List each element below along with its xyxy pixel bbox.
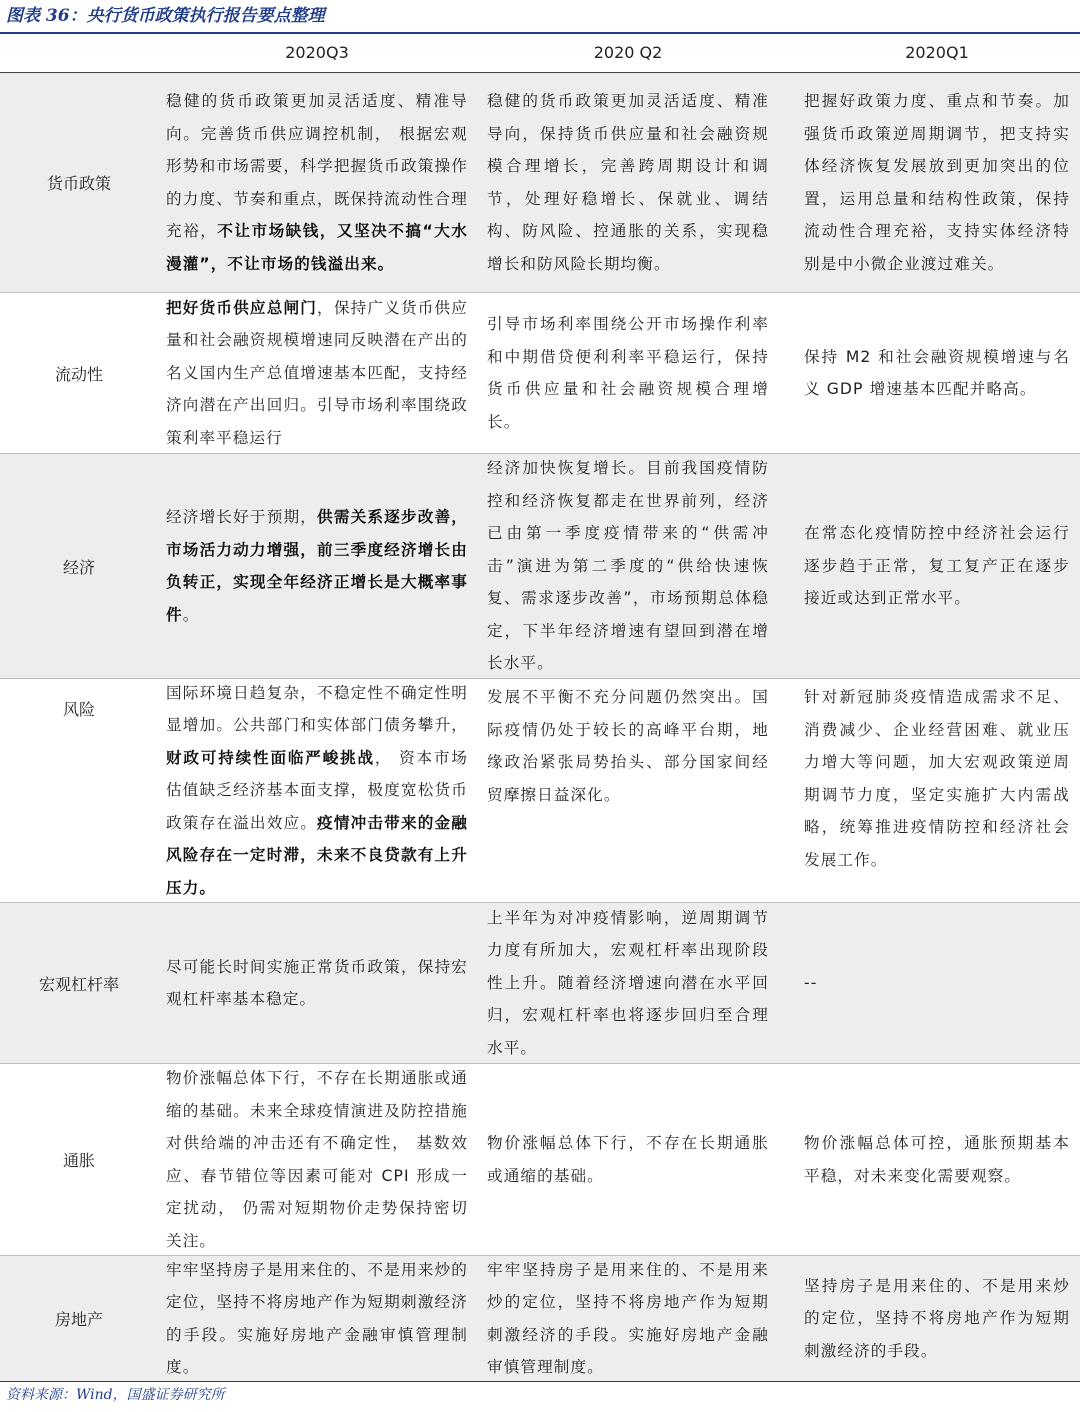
table-row-real-estate — [0, 1256, 1080, 1381]
cell-2020q3 — [166, 679, 468, 902]
col-header-2020q1: 2020Q1 — [905, 43, 969, 62]
cell-text: 引导市场利率围绕公开市场操作利率和中期借贷便利利率平稳运行，保持货币供应量和社会融资规模合理增长。 — [487, 315, 769, 431]
cell-2020q3 — [166, 1064, 468, 1255]
cell-2020q3 — [166, 293, 468, 453]
cell-2020q2 — [487, 903, 769, 1063]
cell-2020q1 — [804, 293, 1070, 453]
cell-text: 尽可能长时间实施正常货币政策，保持宏观杠杆率基本稳定。 — [166, 957, 468, 1008]
cell-text: 上半年为对冲疫情影响，逆周期调节力度有所加大，宏观杠杆率出现阶段性上升。随着经济增速向潜在水平回归，宏观杠杆率也将逐步回归至合理水平。 — [487, 908, 769, 1057]
table-header — [0, 34, 1080, 73]
table-row-risk — [0, 679, 1080, 903]
cell-text-end: 。 — [182, 605, 200, 624]
cell-2020q2 — [487, 1064, 769, 1255]
cell-bold-text: 财政可持续性面临严峻挑战 — [166, 748, 375, 767]
cell-text: 在常态化疫情防控中经济社会运行逐步趋于正常，复工复产正在逐步接近或达到正常水平。 — [804, 524, 1070, 608]
cell-2020q2 — [487, 73, 769, 292]
table-row-macro-leverage — [0, 903, 1080, 1064]
source-note: 资料来源：Wind，国盛证券研究所 — [6, 1387, 225, 1403]
cell-bold-text: 把好货币供应总闸门 — [166, 298, 318, 317]
cell-2020q2 — [487, 454, 769, 678]
cell-text: 物价涨幅总体可控，通胀预期基本平稳，对未来变化需要观察。 — [804, 1134, 1070, 1185]
figure-title: 图表 36：央行货币政策执行报告要点整理 — [6, 6, 325, 26]
cell-2020q1 — [804, 679, 1070, 902]
cell-text: 国际环境日趋复杂，不稳定性不确定性明显增加。公共部门和实体部门债务攀升， — [166, 683, 468, 735]
cell-2020q3 — [166, 73, 468, 292]
row-label: 货币政策 — [46, 174, 111, 193]
cell-bold-text: 供需关系逐步改善，市场活力动力增强，前三季度经济增长由负转正，实现全年经济正增长是大概率事件 — [166, 508, 468, 624]
table-bottom-divider — [0, 1381, 1080, 1382]
row-label: 风险 — [62, 700, 95, 719]
row-label: 宏观杠杆率 — [38, 974, 119, 994]
cell-text: 经济增长好于预期， — [166, 508, 318, 526]
cell-text: 稳健的货币政策更加灵活适度、精准导向，保持货币供应量和社会融资规模合理增长，完善跨周期设计和调节，处理好稳增长、保就业、调结构、防风险、控通胀的关系，实现稳增长和防风险长期均衡。 — [487, 92, 769, 273]
table-row-inflation — [0, 1064, 1080, 1256]
cell-text: 物价涨幅总体下行，不存在长期通胀或通缩的基础。未来全球疫情演进及防控措施对供给端的冲击还有不确定性， 基数效应、春节错位等因素可能对 CPI 形成一定扰动， 仍需对短期物价走势保持密切关注。 — [166, 1069, 468, 1250]
cell-2020q2 — [487, 293, 769, 453]
cell-2020q3 — [166, 903, 468, 1063]
cell-text: ，保持广义货币供应量和社会融资规模增速同反映潜在产出的名义国内生产总值增速基本匹配，支持经济向潜在产出回归。引导市场利率围绕政策利率平稳运行 — [166, 298, 468, 447]
cell-text: 经济加快恢复增长。目前我国疫情防控和经济恢复都走在世界前列，经济已由第一季度疫情带来的“供需冲击”演进为第二季度的“供给快速恢复、需求逐步改善”，市场预期总体稳定，下半年经济增速有望回到潜在增长水平。 — [487, 459, 769, 673]
cell-text: 发展不平衡不充分问题仍然突出。国际疫情仍处于较长的高峰平台期，地缘政治紧张局势抬头、部分国家间经贸摩擦日益深化。 — [487, 688, 769, 804]
table-row-liquidity — [0, 293, 1080, 454]
cell-text: -- — [804, 973, 818, 992]
col-header-2020q3: 2020Q3 — [285, 43, 349, 62]
row-label: 通胀 — [62, 1151, 95, 1170]
cell-text-mid: ， 资本市场估值缺乏经济基本面支撑，极度宽松货币政策存在溢出效应。 — [166, 748, 469, 832]
cell-2020q1 — [804, 1064, 1070, 1255]
cell-text: 牢牢坚持房子是用来住的、不是用来炒的定位，坚持不将房地产作为短期刺激经济的手段。实施好房地产金融审慎管理制度。 — [166, 1260, 468, 1376]
row-label: 房地产 — [54, 1310, 103, 1329]
cell-2020q2 — [487, 1256, 769, 1381]
cell-text: 坚持房子是用来住的、不是用来炒的定位，坚持不将房地产作为短期刺激经济的手段。 — [804, 1276, 1070, 1360]
cell-text: 牢牢坚持房子是用来住的、不是用来炒的定位，坚持不将房地产作为短期刺激经济的手段。实施好房地产金融审慎管理制度。 — [487, 1260, 769, 1376]
cell-text: 物价涨幅总体下行，不存在长期通胀或通缩的基础。 — [487, 1134, 769, 1185]
row-label: 经济 — [62, 557, 95, 577]
cell-2020q1 — [804, 454, 1070, 678]
cell-2020q1 — [804, 903, 1070, 1063]
cell-bold-text-2: 疫情冲击带来的金融风险存在一定时滞，未来不良贷款有上升压力。 — [166, 813, 468, 897]
table-row-economy — [0, 454, 1080, 679]
row-label: 流动性 — [54, 364, 103, 384]
cell-2020q1 — [804, 73, 1070, 292]
cell-2020q3 — [166, 1256, 468, 1381]
cell-bold-text: 不让市场缺钱，又坚决不搞“大水漫灌”，不让市场的钱溢出来。 — [166, 222, 468, 273]
cell-2020q3 — [166, 454, 468, 678]
cell-text: 针对新冠肺炎疫情造成需求不足、消费减少、企业经营困难、就业压力增大等问题，加大宏观政策逆周期调节力度，坚定实施扩大内需战略，统筹推进疫情防控和经济社会发展工作。 — [804, 688, 1070, 869]
cell-text: 稳健的货币政策更加灵活适度、精准导向。完善货币供应调控机制， 根据宏观形势和市场需要，科学把握货币政策操作的力度、节奏和重点，既保持流动性合理充裕， — [166, 92, 468, 240]
col-header-2020q2: 2020 Q2 — [593, 43, 663, 62]
cell-text: 保持 M2 和社会融资规模增速与名义 GDP 增速基本匹配并略高。 — [804, 347, 1070, 398]
cell-text: 把握好政策力度、重点和节奏。加强货币政策逆周期调节，把支持实体经济恢复发展放到更加突出的位置，运用总量和结构性政策，保持流动性合理充裕，支持实体经济特别是中小微企业渡过难关。 — [804, 92, 1070, 273]
cell-2020q2 — [487, 679, 769, 902]
cell-2020q1 — [804, 1256, 1070, 1381]
table-row-monetary-policy — [0, 73, 1080, 293]
